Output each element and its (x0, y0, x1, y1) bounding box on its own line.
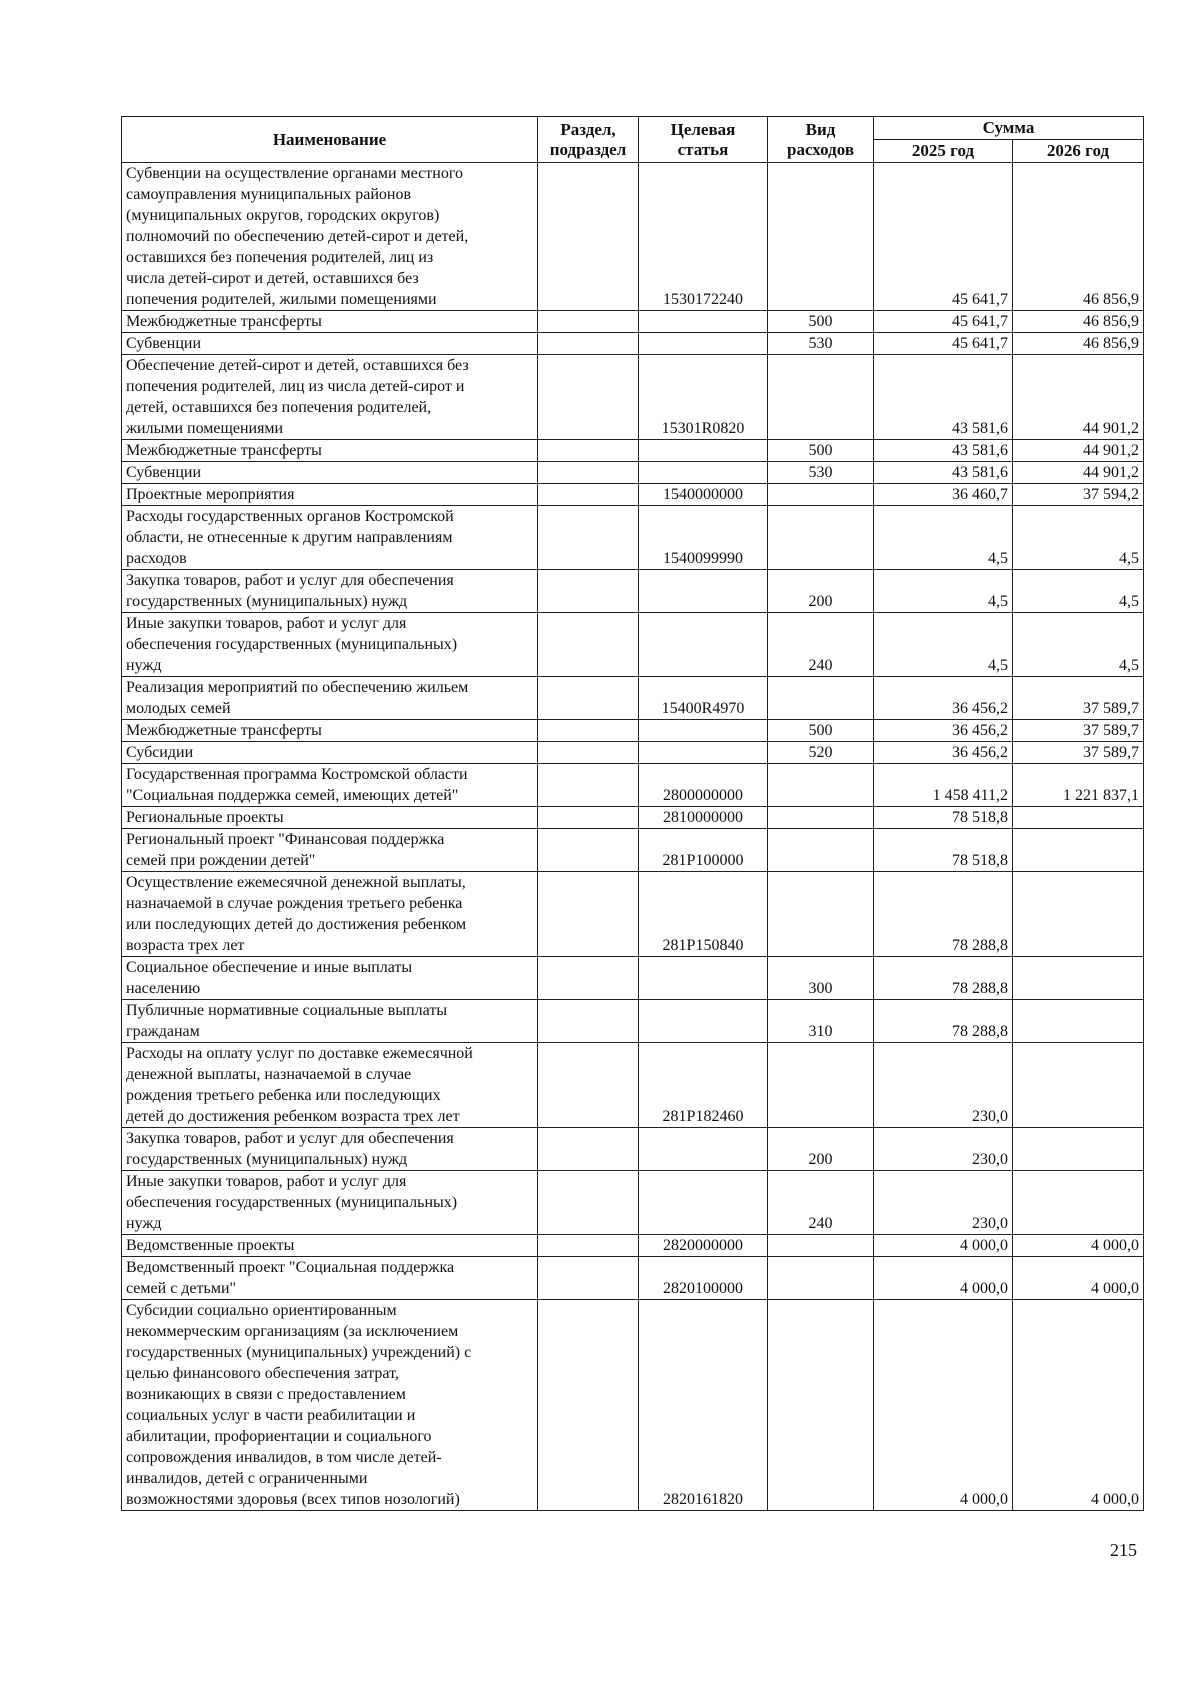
row-target (639, 1000, 768, 1043)
row-sum-2025: 230,0 (874, 1043, 1013, 1128)
table-row (122, 311, 1144, 333)
row-sum-2026 (1013, 829, 1144, 872)
row-section (538, 957, 639, 1000)
row-section (538, 440, 639, 462)
row-sum-2025: 78 288,8 (874, 872, 1013, 957)
table-row (122, 462, 1144, 484)
row-section (538, 1235, 639, 1257)
row-section (538, 311, 639, 333)
row-sum-2026: 44 901,2 (1013, 440, 1144, 462)
header-kind: Вид расходов (768, 117, 874, 163)
row-name: Ведомственные проекты (122, 1235, 538, 1257)
row-kind (768, 1235, 874, 1257)
row-section (538, 613, 639, 677)
row-section (538, 333, 639, 355)
row-target: 1540000000 (639, 484, 768, 506)
row-section (538, 1128, 639, 1171)
row-sum-2026 (1013, 1043, 1144, 1128)
row-sum-2026 (1013, 872, 1144, 957)
row-section (538, 1257, 639, 1300)
row-sum-2025: 4 000,0 (874, 1300, 1013, 1511)
row-section (538, 1171, 639, 1235)
row-kind: 530 (768, 462, 874, 484)
row-sum-2025: 36 456,2 (874, 677, 1013, 720)
row-name: Субвенции на осуществление органами местного самоуправления муниципальных районов (муниципальных округов, городских округов) полномочий по обеспечению детей-сирот и детей, оставшихся без попечения родителей, лиц из числа детей-сирот и детей, оставшихся без попечения родителей, жилыми помещениями (122, 163, 538, 311)
header-year-2026: 2026 год (1013, 140, 1144, 163)
table-row (122, 1043, 1144, 1128)
row-name: Иные закупки товаров, работ и услуг для обеспечения государственных (муниципальных) нужд (122, 613, 538, 677)
row-name: Иные закупки товаров, работ и услуг для обеспечения государственных (муниципальных) нужд (122, 1171, 538, 1235)
row-name: Реализация мероприятий по обеспечению жильем молодых семей (122, 677, 538, 720)
row-kind (768, 807, 874, 829)
row-target (639, 311, 768, 333)
header-name: Наименование (122, 117, 538, 163)
row-name: Региональные проекты (122, 807, 538, 829)
row-kind: 500 (768, 720, 874, 742)
row-section (538, 506, 639, 570)
row-target (639, 333, 768, 355)
row-kind: 240 (768, 613, 874, 677)
table-row (122, 872, 1144, 957)
row-sum-2025: 43 581,6 (874, 462, 1013, 484)
row-target: 2820100000 (639, 1257, 768, 1300)
row-sum-2026: 4,5 (1013, 570, 1144, 613)
row-kind (768, 355, 874, 440)
row-kind (768, 484, 874, 506)
row-name: Межбюджетные трансферты (122, 720, 538, 742)
row-sum-2025: 4,5 (874, 570, 1013, 613)
table-row (122, 355, 1144, 440)
row-section (538, 764, 639, 807)
row-kind (768, 764, 874, 807)
row-kind: 500 (768, 311, 874, 333)
row-sum-2026: 46 856,9 (1013, 333, 1144, 355)
row-target: 1530172240 (639, 163, 768, 311)
table-row (122, 720, 1144, 742)
row-sum-2025: 230,0 (874, 1171, 1013, 1235)
header-section: Раздел, подраздел (538, 117, 639, 163)
row-target (639, 720, 768, 742)
row-sum-2026: 4 000,0 (1013, 1235, 1144, 1257)
row-kind: 520 (768, 742, 874, 764)
row-target (639, 440, 768, 462)
row-kind: 530 (768, 333, 874, 355)
row-name: Государственная программа Костромской области "Социальная поддержка семей, имеющих детей" (122, 764, 538, 807)
row-kind (768, 677, 874, 720)
row-kind (768, 1257, 874, 1300)
row-target: 281P100000 (639, 829, 768, 872)
row-name: Региональный проект "Финансовая поддержка семей при рождении детей" (122, 829, 538, 872)
table-row (122, 807, 1144, 829)
row-section (538, 720, 639, 742)
row-section (538, 1300, 639, 1511)
row-kind: 310 (768, 1000, 874, 1043)
row-name: Субвенции (122, 333, 538, 355)
row-sum-2026: 1 221 837,1 (1013, 764, 1144, 807)
table-row (122, 570, 1144, 613)
row-sum-2026 (1013, 1171, 1144, 1235)
row-sum-2026: 37 589,7 (1013, 742, 1144, 764)
row-section (538, 677, 639, 720)
row-sum-2026: 37 589,7 (1013, 677, 1144, 720)
row-sum-2026 (1013, 807, 1144, 829)
header-sum: Сумма (874, 117, 1144, 140)
row-target: 15400R4970 (639, 677, 768, 720)
table-row (122, 333, 1144, 355)
row-sum-2025: 4 000,0 (874, 1235, 1013, 1257)
budget-table (121, 116, 1144, 1511)
row-sum-2026: 46 856,9 (1013, 163, 1144, 311)
row-kind (768, 872, 874, 957)
row-name: Проектные мероприятия (122, 484, 538, 506)
row-name: Расходы государственных органов Костромской области, не отнесенные к другим направлениям расходов (122, 506, 538, 570)
row-name: Публичные нормативные социальные выплаты гражданам (122, 1000, 538, 1043)
table-row (122, 677, 1144, 720)
row-section (538, 462, 639, 484)
header-year-2025: 2025 год (874, 140, 1013, 163)
row-section (538, 872, 639, 957)
row-sum-2025: 1 458 411,2 (874, 764, 1013, 807)
row-sum-2026 (1013, 957, 1144, 1000)
row-name: Субсидии социально ориентированным некоммерческим организациям (за исключением государственных (муниципальных) учреждений) с целью финансового обеспечения затрат, возникающих в связи с предоставлением социальных услуг в части реабилитации и абилитации, профориентации и социального сопровождения инвалидов, в том числе детей- инвалидов, детей с ограниченными возможностями здоровья (всех типов нозологий) (122, 1300, 538, 1511)
row-section (538, 807, 639, 829)
row-sum-2026 (1013, 1000, 1144, 1043)
row-kind: 240 (768, 1171, 874, 1235)
row-sum-2026: 44 901,2 (1013, 462, 1144, 484)
row-target (639, 570, 768, 613)
row-name: Закупка товаров, работ и услуг для обеспечения государственных (муниципальных) нужд (122, 1128, 538, 1171)
table-row (122, 1171, 1144, 1235)
row-target: 15301R0820 (639, 355, 768, 440)
table-row (122, 1000, 1144, 1043)
table-row (122, 957, 1144, 1000)
row-kind: 300 (768, 957, 874, 1000)
row-kind (768, 1300, 874, 1511)
row-target: 281P182460 (639, 1043, 768, 1128)
row-name: Межбюджетные трансферты (122, 311, 538, 333)
row-sum-2025: 45 641,7 (874, 311, 1013, 333)
table-row (122, 484, 1144, 506)
row-sum-2026: 4 000,0 (1013, 1257, 1144, 1300)
row-sum-2026: 37 594,2 (1013, 484, 1144, 506)
row-name: Закупка товаров, работ и услуг для обеспечения государственных (муниципальных) нужд (122, 570, 538, 613)
row-name: Субсидии (122, 742, 538, 764)
row-section (538, 829, 639, 872)
table-row (122, 163, 1144, 311)
row-sum-2025: 4,5 (874, 506, 1013, 570)
row-section (538, 1000, 639, 1043)
row-target: 2800000000 (639, 764, 768, 807)
row-sum-2025: 78 288,8 (874, 1000, 1013, 1043)
row-name: Обеспечение детей-сирот и детей, оставшихся без попечения родителей, лиц из числа детей-сирот и детей, оставшихся без попечения родителей, жилыми помещениями (122, 355, 538, 440)
row-kind: 200 (768, 570, 874, 613)
row-section (538, 742, 639, 764)
row-sum-2025: 45 641,7 (874, 333, 1013, 355)
row-target (639, 957, 768, 1000)
row-sum-2025: 78 288,8 (874, 957, 1013, 1000)
row-kind (768, 1043, 874, 1128)
row-name: Социальное обеспечение и иные выплаты населению (122, 957, 538, 1000)
row-kind (768, 506, 874, 570)
page-number: 215 (1110, 1540, 1137, 1560)
table-row (122, 742, 1144, 764)
table-row (122, 440, 1144, 462)
row-name: Субвенции (122, 462, 538, 484)
header-target: Целевая статья (639, 117, 768, 163)
row-sum-2025: 45 641,7 (874, 163, 1013, 311)
table-row (122, 764, 1144, 807)
row-section (538, 570, 639, 613)
row-sum-2025: 78 518,8 (874, 829, 1013, 872)
table-row (122, 1300, 1144, 1511)
table-row (122, 1235, 1144, 1257)
row-name: Расходы на оплату услуг по доставке ежемесячной денежной выплаты, назначаемой в случае рождения третьего ребенка или последующих детей до достижения ребенком возраста трех лет (122, 1043, 538, 1128)
row-sum-2026 (1013, 1128, 1144, 1171)
table-row (122, 613, 1144, 677)
table-row (122, 1128, 1144, 1171)
row-target: 2820161820 (639, 1300, 768, 1511)
row-target: 1540099990 (639, 506, 768, 570)
table-body (122, 163, 1144, 1511)
row-sum-2026: 46 856,9 (1013, 311, 1144, 333)
row-sum-2026: 44 901,2 (1013, 355, 1144, 440)
row-sum-2025: 230,0 (874, 1128, 1013, 1171)
table-row (122, 1257, 1144, 1300)
row-sum-2025: 78 518,8 (874, 807, 1013, 829)
row-target: 2820000000 (639, 1235, 768, 1257)
row-sum-2025: 36 460,7 (874, 484, 1013, 506)
row-name: Ведомственный проект "Социальная поддержка семей с детьми" (122, 1257, 538, 1300)
row-sum-2025: 36 456,2 (874, 720, 1013, 742)
row-kind (768, 163, 874, 311)
row-sum-2026: 37 589,7 (1013, 720, 1144, 742)
row-target: 281P150840 (639, 872, 768, 957)
row-section (538, 484, 639, 506)
row-name: Осуществление ежемесячной денежной выплаты, назначаемой в случае рождения третьего ребенка или последующих детей до достижения ребенком возраста трех лет (122, 872, 538, 957)
row-target (639, 1128, 768, 1171)
row-kind: 200 (768, 1128, 874, 1171)
row-section (538, 163, 639, 311)
table-row (122, 506, 1144, 570)
row-section (538, 1043, 639, 1128)
row-sum-2025: 4 000,0 (874, 1257, 1013, 1300)
row-name: Межбюджетные трансферты (122, 440, 538, 462)
row-target (639, 1171, 768, 1235)
header-row (122, 117, 1144, 140)
row-sum-2026: 4,5 (1013, 613, 1144, 677)
row-sum-2025: 4,5 (874, 613, 1013, 677)
row-target (639, 742, 768, 764)
row-sum-2025: 43 581,6 (874, 355, 1013, 440)
row-sum-2025: 36 456,2 (874, 742, 1013, 764)
row-target (639, 462, 768, 484)
row-sum-2025: 43 581,6 (874, 440, 1013, 462)
row-section (538, 355, 639, 440)
row-kind: 500 (768, 440, 874, 462)
row-target: 2810000000 (639, 807, 768, 829)
row-target (639, 613, 768, 677)
row-sum-2026: 4,5 (1013, 506, 1144, 570)
row-sum-2026: 4 000,0 (1013, 1300, 1144, 1511)
row-kind (768, 829, 874, 872)
table-row (122, 829, 1144, 872)
